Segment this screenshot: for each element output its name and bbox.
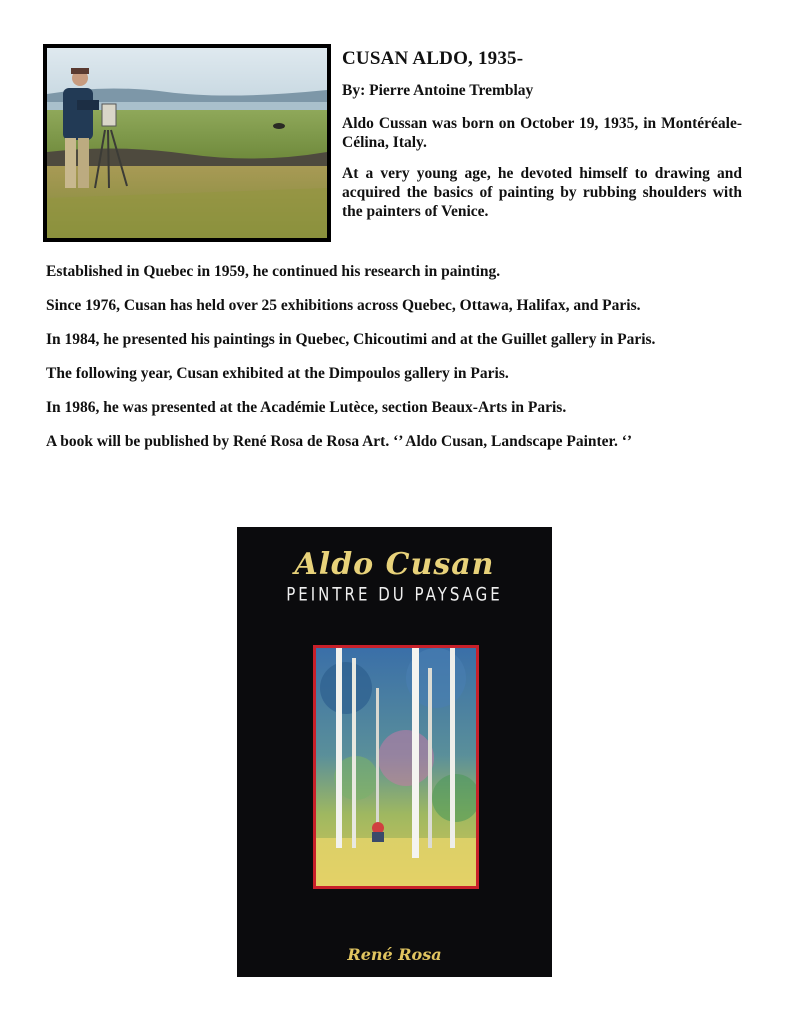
artist-photo <box>43 44 331 242</box>
birch-forest-painting-image <box>316 648 476 886</box>
paragraph-1984: In 1984, he presented his paintings in Quebec, Chicoutimi and at the Guillet gallery in Paris. <box>46 331 656 348</box>
paragraph-early-life: At a very young age, he devoted himself to drawing and acquired the basics of painting by rubbing shoulders with the painters of Venice. <box>342 165 742 220</box>
artist-painting-outdoors-image <box>47 48 327 238</box>
book-cover-author: René Rosa <box>347 945 442 964</box>
paragraph-birth: Aldo Cussan was born on October 19, 1935, in Montéréale-Célina, Italy. <box>342 115 742 151</box>
book-cover <box>237 527 552 977</box>
paragraph-quebec: Established in Quebec in 1959, he continued his research in painting. <box>46 263 501 280</box>
article-title: CUSAN ALDO, 1935- <box>342 48 524 69</box>
book-cover-title: Aldo Cusan <box>294 547 495 582</box>
article-byline: By: Pierre Antoine Tremblay <box>342 82 534 99</box>
article-body <box>46 262 742 466</box>
paragraph-following-year: The following year, Cusan exhibited at the Dimpoulos gallery in Paris. <box>46 365 509 382</box>
paragraph-book: A book will be published by René Rosa de Rosa Art. ‘’ Aldo Cusan, Landscape Painter. ‘’ <box>46 433 633 450</box>
paragraph-1986: In 1986, he was presented at the Académie Lutèce, section Beaux-Arts in Paris. <box>46 399 567 416</box>
book-cover-painting <box>313 645 479 889</box>
book-cover-subtitle: PEINTRE DU PAYSAGE <box>286 582 503 606</box>
paragraph-exhibitions: Since 1976, Cusan has held over 25 exhibitions across Quebec, Ottawa, Halifax, and Paris. <box>46 297 641 314</box>
header-column <box>342 48 742 233</box>
